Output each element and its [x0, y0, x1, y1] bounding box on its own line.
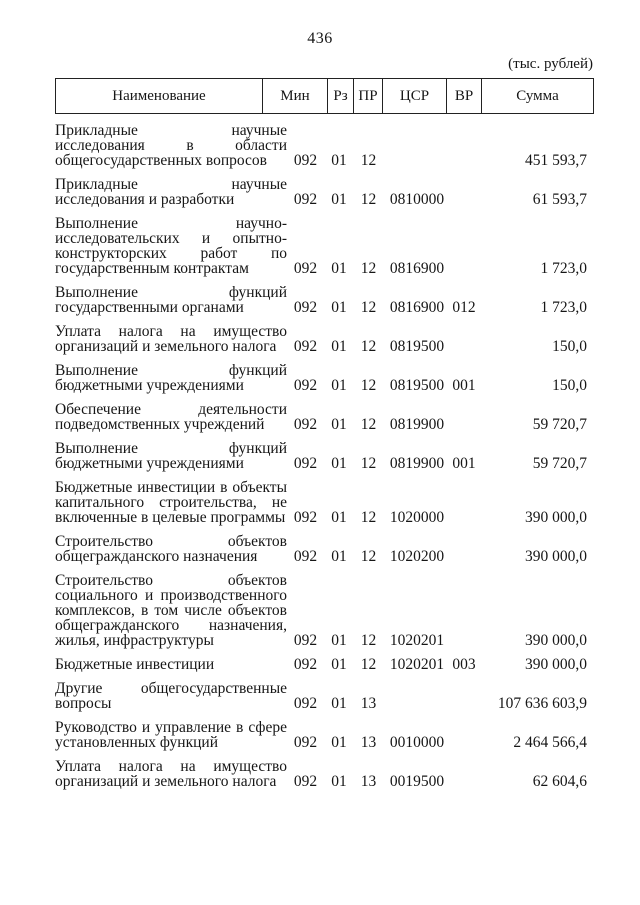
vr-cell	[451, 711, 477, 750]
vr-cell: 012	[452, 299, 476, 316]
csr-cell	[383, 114, 451, 168]
sum-cell: 390 000,0	[525, 632, 587, 649]
rz-cell: 01	[331, 548, 347, 565]
sum-cell: 62 604,6	[532, 773, 587, 790]
name-cell: Строительство объектов общегражданского назначения	[55, 533, 287, 565]
pr-cell: 12	[360, 509, 377, 526]
name-cell: Выполнение функций бюджетными учреждениями	[55, 362, 287, 394]
sum-cell: 390 000,0	[525, 548, 587, 565]
pr-cell: 12	[360, 260, 377, 277]
name-cell: Уплата налога на имущество организаций и земельного налога	[55, 758, 287, 790]
vr-cell: 001	[452, 455, 476, 472]
col-header-rz: Рз	[328, 79, 354, 114]
table-row	[55, 168, 593, 207]
min-cell: 092	[293, 695, 318, 712]
pr-cell: 12	[360, 377, 377, 394]
pr-cell: 12	[360, 656, 377, 673]
sum-cell: 451 593,7	[525, 152, 587, 169]
table-header-row	[56, 79, 594, 114]
min-cell: 092	[293, 152, 318, 169]
table-row	[55, 471, 593, 525]
rz-cell: 01	[331, 695, 347, 712]
rz-cell: 01	[331, 455, 347, 472]
table-row	[55, 564, 593, 648]
min-cell: 092	[293, 191, 318, 208]
name-cell: Уплата налога на имущество организаций и земельного налога	[55, 323, 287, 355]
pr-cell: 12	[360, 632, 377, 649]
col-header-pr: ПР	[354, 79, 383, 114]
csr-cell: 0019500	[389, 773, 445, 790]
csr-cell	[383, 672, 451, 711]
vr-cell	[451, 207, 477, 276]
rz-cell: 01	[331, 632, 347, 649]
name-cell: Выполнение функций государственными органами	[55, 284, 287, 316]
sum-cell: 1 723,0	[540, 299, 587, 316]
min-cell: 092	[293, 455, 318, 472]
col-header-min: Мин	[263, 79, 328, 114]
vr-cell	[451, 471, 477, 525]
table-row	[55, 315, 593, 354]
csr-cell: 0819900	[389, 416, 445, 433]
table-row	[55, 207, 593, 276]
csr-cell: 0819500	[389, 377, 445, 394]
table-row	[55, 432, 593, 471]
csr-cell: 1020200	[389, 548, 445, 565]
vr-cell	[451, 672, 477, 711]
pr-cell: 13	[360, 773, 377, 790]
col-header-vr: ВР	[447, 79, 482, 114]
csr-cell: 0010000	[389, 734, 445, 751]
rz-cell: 01	[331, 656, 347, 673]
min-cell: 092	[293, 509, 318, 526]
rz-cell: 01	[331, 734, 347, 751]
min-cell: 092	[293, 734, 318, 751]
min-cell: 092	[293, 773, 318, 790]
pr-cell: 13	[360, 734, 377, 751]
table-row	[55, 393, 593, 432]
sum-cell: 390 000,0	[525, 509, 587, 526]
pr-cell: 12	[360, 455, 377, 472]
table-row	[55, 711, 593, 750]
rz-cell: 01	[331, 191, 347, 208]
sum-cell: 107 636 603,9	[497, 695, 587, 712]
units-note: (тыс. рублей)	[508, 56, 593, 72]
csr-cell: 0816900	[389, 299, 445, 316]
rz-cell: 01	[331, 299, 347, 316]
pr-cell: 12	[360, 299, 377, 316]
vr-cell	[451, 168, 477, 207]
vr-cell	[451, 750, 477, 789]
rz-cell: 01	[331, 416, 347, 433]
rz-cell: 01	[331, 509, 347, 526]
table-row	[55, 750, 593, 789]
min-cell: 092	[293, 656, 318, 673]
table-row	[55, 672, 593, 711]
name-cell: Прикладные научные исследования в области общегосударственных вопросов	[55, 122, 287, 169]
min-cell: 092	[293, 548, 318, 565]
name-cell: Другие общегосударственные вопросы	[55, 680, 287, 712]
sum-cell: 59 720,7	[532, 416, 587, 433]
pr-cell: 12	[360, 338, 377, 355]
min-cell: 092	[293, 260, 318, 277]
sum-cell: 1 723,0	[540, 260, 587, 277]
table-row	[55, 525, 593, 564]
sum-cell: 150,0	[552, 338, 587, 355]
rz-cell: 01	[331, 377, 347, 394]
name-cell: Выполнение научно-исследовательских и опытно-конструкторских работ по государственным контрактам	[55, 215, 287, 277]
rz-cell: 01	[331, 773, 347, 790]
table-row	[55, 114, 593, 168]
pr-cell: 12	[360, 548, 377, 565]
rz-cell: 01	[331, 260, 347, 277]
name-cell: Обеспечение деятельности подведомственных учреждений	[55, 401, 287, 433]
csr-cell: 1020000	[389, 509, 445, 526]
sum-cell: 150,0	[552, 377, 587, 394]
pr-cell: 12	[360, 416, 377, 433]
sum-cell: 390 000,0	[525, 656, 587, 673]
csr-cell: 1020201	[389, 656, 445, 673]
vr-cell	[451, 393, 477, 432]
pr-cell: 12	[360, 152, 377, 169]
csr-cell: 0816900	[389, 260, 445, 277]
min-cell: 092	[293, 377, 318, 394]
name-cell: Бюджетные инвестиции	[55, 656, 215, 673]
min-cell: 092	[293, 632, 318, 649]
vr-cell	[451, 114, 477, 168]
vr-cell	[451, 564, 477, 648]
table-row	[55, 276, 593, 315]
min-cell: 092	[293, 416, 318, 433]
name-cell: Строительство объектов социального и производственного комплексов, в том числе объектов общегражданского назначения, жилья, инфраструктуры	[55, 572, 287, 649]
col-header-name: Наименование	[56, 79, 263, 114]
vr-cell	[451, 525, 477, 564]
budget-table-header	[55, 78, 594, 114]
csr-cell: 0810000	[389, 191, 445, 208]
min-cell: 092	[293, 338, 318, 355]
table-row	[55, 354, 593, 393]
name-cell: Выполнение функций бюджетными учреждениями	[55, 440, 287, 472]
vr-cell	[451, 315, 477, 354]
vr-cell: 003	[452, 656, 476, 673]
sum-cell: 61 593,7	[532, 191, 587, 208]
table-body	[55, 114, 593, 789]
pr-cell: 13	[360, 695, 377, 712]
pr-cell: 12	[360, 191, 377, 208]
rz-cell: 01	[331, 152, 347, 169]
name-cell: Прикладные научные исследования и разработки	[55, 176, 287, 208]
sum-cell: 59 720,7	[532, 455, 587, 472]
col-header-sum: Сумма	[482, 79, 594, 114]
sum-cell: 2 464 566,4	[513, 734, 587, 751]
budget-table	[55, 114, 593, 789]
csr-cell: 1020201	[389, 632, 445, 649]
min-cell: 092	[293, 299, 318, 316]
table-row	[55, 648, 593, 672]
col-header-csr: ЦСР	[383, 79, 447, 114]
rz-cell: 01	[331, 338, 347, 355]
page-number: 436	[307, 30, 333, 47]
name-cell: Руководство и управление в сфере установленных функций	[55, 719, 287, 751]
csr-cell: 0819900	[389, 455, 445, 472]
vr-cell: 001	[452, 377, 476, 394]
csr-cell: 0819500	[389, 338, 445, 355]
name-cell: Бюджетные инвестиции в объекты капитального строительства, не включенные в целевые программы	[55, 479, 287, 526]
